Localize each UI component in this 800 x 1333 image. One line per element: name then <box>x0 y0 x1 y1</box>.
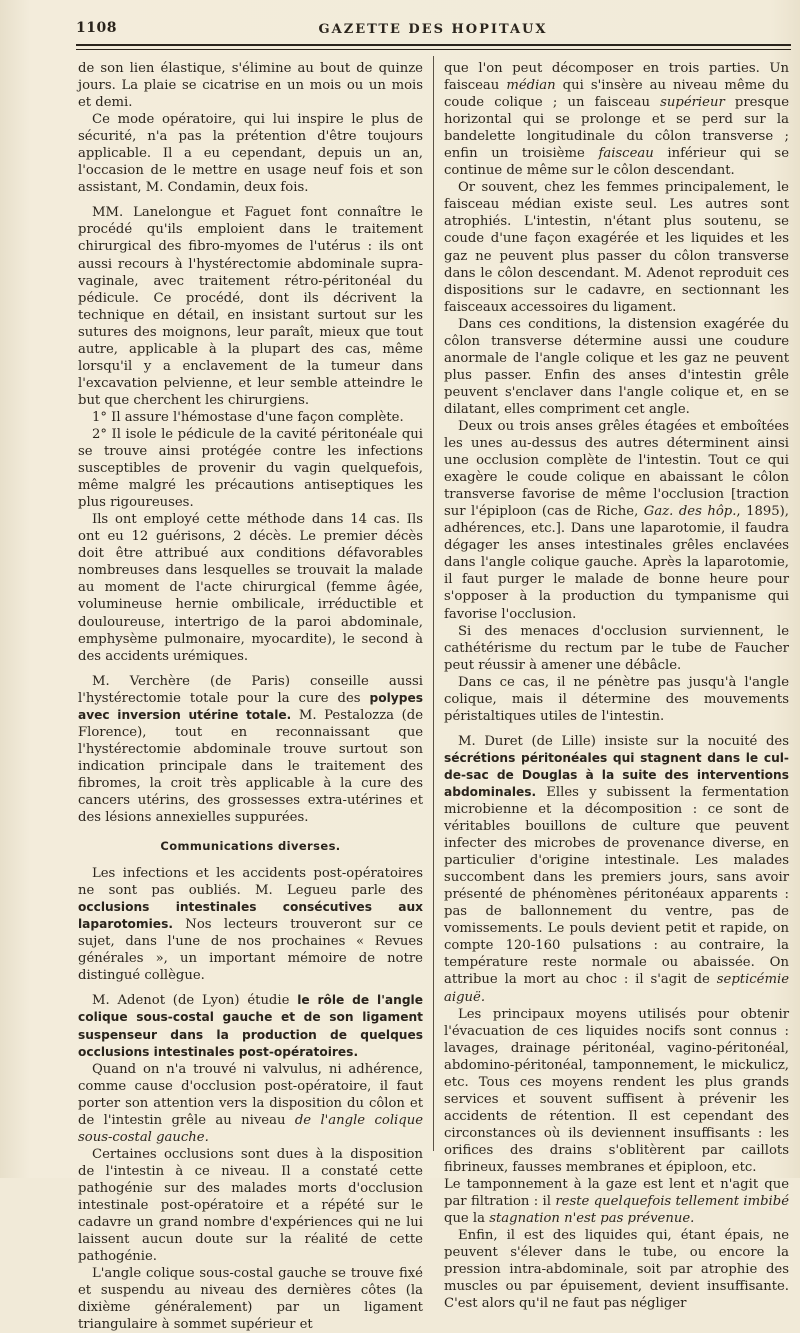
italic-run: stagnation n'est pas prévenue. <box>489 1211 695 1227</box>
paragraph: 1° Il assure l'hémostase d'une façon complète. <box>92 409 404 425</box>
text-run: que l'on peut décomposer en trois parties. Un faisceau <box>444 61 789 94</box>
paragraph <box>444 60 789 179</box>
paragraph: Ce mode opératoire, qui lui inspire le plus de sécurité, n'a pas la prétention d'être toujours applicable. Il a eu cependant, depuis un an, l'occasion de le mettre en usage neuf fois et son assistant, M. Condamin, deux fois. <box>78 112 423 196</box>
text-run: , 1895), adhérences, etc.]. Dans une laparotomie, il faudra dégager les anses intestinales grêles enclavées dans l'angle colique gauche. Après la laparotomie, il faut purger le malade de bonne heure pour s'opposer à la production du tympanisme qui favorise l'occlusion. <box>444 504 789 622</box>
text-run: M. Pestalozza (de Florence), tout en reconnaissant que l'hystérectomie abdominale trouve surtout son indication principale dans le traitement des fibromes, la croit très applicable à la cure des cancers utérins, des grossesses extra-utérines et des lésions annexielles suppurées. <box>78 707 424 826</box>
paragraph: Enfin, il est des liquides qui, étant épais, ne peuvent s'élever dans le tube, ou encore la pression intra-abdominale, soit par atrophie des muscles ou par épuisement, devient insuffisante. C'est alors qu'il ne faut pas négliger <box>444 1228 789 1312</box>
paragraph: MM. Lanelongue et Faguet font connaître le procédé qu'ils emploient dans le traitement chirurgical des fibro-myomes de l'utérus : ils ont aussi recours à l'hystérectomie abdominale supra-vaginale, avec traitement rétro-péritonéal du pédicule. Ce procédé, dont ils décrivent la technique en détail, en insistant surtout sur les sutures des moignons, leur paraît, mieux que tout autre, applicable à la plupart des cas, même lorsqu'il y a enclavement de la tumeur dans l'excavation pelvienne, et leur semble atteindre le but que cherchent les chirurgiens. <box>78 205 423 408</box>
emphasis: sécrétions péritonéales qui stagnent dans le cul-de-sac de Douglas à la suite des interventions abdominales. <box>444 750 789 799</box>
text-run: M. Verchère (de Paris) conseille aussi l'hystérectomie totale pour la cure des <box>78 673 423 706</box>
text-run: Nos lecteurs trouveront sur ce sujet, dans l'une de nos prochaines « Revues générales », un important mémoire de notre distingué collègue. <box>78 917 423 984</box>
paragraph: Dans ces conditions, la distension exagérée du côlon transverse détermine aussi une coudure anormale de l'angle colique et les gaz ne peuvent plus passer. Enfin des anses d'intestin grêle peuvent s'enclaver dans l'angle colique et, en se dilatant, elles compriment cet angle. <box>444 316 789 417</box>
text-run: presque horizontal qui se prolonge et se perd sur la bandelette longitudinale du côlon transverse ; enfin un troisième <box>444 95 789 162</box>
italic-run: supérieur <box>660 95 725 111</box>
paragraph: Si des menaces d'occlusion surviennent, le cathétérisme du rectum par le tube de Faucher peut réussir à amener une débâcle. <box>444 623 789 673</box>
paragraph: de son lien élastique, s'élimine au bout de quinze jours. La plaie se cicatrise en un mois ou un mois et demi. <box>78 61 423 111</box>
paragraph: Or souvent, chez les femmes principalement, le faisceau médian existe seul. Les autres sont atrophiés. L'intestin, n'étant plus soutenu, se coude d'une façon exagérée et les liquides et les gaz ne peuvent plus passer du côlon transverse dans le côlon descendant. M. Adenot reproduit ces dispositions sur le cadavre, en sectionnant les faisceaux accessoires du ligament. <box>444 180 789 315</box>
italic-run: faisceau <box>598 146 654 162</box>
paragraph: Ils ont employé cette méthode dans 14 cas. Ils ont eu 12 guérisons, 2 décès. Le premier décès doit être attribué aux conditions défavorables nombreuses dans lesquelles se trouvait la malade au moment de l'acte chirurgical (femme âgée, volumineuse hernie ombilicale, irréductible et douloureuse, intertrigo de la paroi abdominale, emphysème pulmonaire, myocardite), le second à des accidents urémiques. <box>78 512 423 664</box>
left-column <box>78 60 423 1333</box>
paragraph: 2° Il isole le pédicule de la cavité péritonéale qui se trouve ainsi protégée contre les infections susceptibles de provenir du vagin quelquefois, même malgré les précautions antiseptiques les plus rigoureuses. <box>78 426 423 511</box>
text-run: Les infections et les accidents post-opératoires ne sont pas oubliés. M. Legueu parle des <box>78 866 423 899</box>
paragraph <box>444 1176 789 1227</box>
paragraph <box>78 865 423 984</box>
column-divider <box>433 56 434 1151</box>
emphasis: occlusions intestinales consécutives aux laparotomies. <box>78 900 423 932</box>
paragraph <box>78 992 423 1060</box>
emphasis: polypes avec inversion utérine totale. <box>78 690 423 722</box>
paragraph <box>444 418 789 623</box>
paragraph <box>78 1061 423 1146</box>
paragraph: L'angle colique sous-costal gauche se trouve fixé et suspendu au niveau des dernières côtes (la dixième généralement) par un ligament triangulaire à sommet supérieur et <box>78 1266 423 1333</box>
italic-run: médian <box>506 78 556 94</box>
paragraph: Les principaux moyens utilisés pour obtenir l'évacuation de ces liquides nocifs sont connus : lavages, drainage péritonéal, vagino-péritonéal, abdomino-péritonéal, tamponnement, le mickulicz, etc. Tous ces moyens rendent les plus grands services et souvent suffisent à prévenir les accidents de rétention. Il est cependant des circonstances où ils deviennent insuffisants : les orifices des drains s'oblitèrent par caillots fibrineux, fausses membranes et épiploon, etc. <box>444 1006 789 1175</box>
text-run: Deux ou trois anses grêles étagées et emboîtées les unes au-dessus des autres déterminent ainsi une occlusion complète de l'intestin. Tout ce qui exagère le coude colique en abaissant le côlon transverse favorise de même l'occlusion [traction sur l'épiploon (cas de Riche, <box>444 418 789 520</box>
paragraph: Dans ce cas, il ne pénètre pas jusqu'à l'angle colique, mais il détermine des mouvements péristaltiques utiles de l'intestin. <box>444 674 789 724</box>
text-run: M. Adenot (de Lyon) étudie <box>92 993 298 1009</box>
text-run: M. Duret (de Lille) insiste sur la nocuité des <box>458 733 789 749</box>
header-rule <box>76 44 791 46</box>
journal-title: GAZETTE DES HOPITAUX <box>318 22 548 37</box>
text-run: Le tamponnement à la gaze est lent et n'agit que par filtration : il <box>444 1177 789 1210</box>
text-run: Elles y subissent la fermentation microbienne et la décomposition : ce sont de véritables bouillons de culture que peuvent infecter des microbes de provenance diverse, en particulier d'origine intestinale. Les malades succombent dans les premiers jours, sans avoir présenté de phénomènes péritonéaux apparents : pas de ballonnement du ventre, pas de vomissements. Le pouls devient petit et rapide, on compte 120-160 pulsations : au contraire, la température reste normale ou abaissée. On attribue la mort au choc : il s'agit de <box>444 784 789 988</box>
italic-run: Gaz. des hôp. <box>643 504 737 520</box>
italic-run: septicémie aiguë. <box>444 972 789 1005</box>
page-number: 1108 <box>76 20 117 36</box>
text-run: inférieur qui se continue de même sur le côlon descendant. <box>444 146 789 179</box>
section-heading: Communications diverses. <box>160 839 341 854</box>
right-column <box>444 60 789 1312</box>
paragraph <box>444 733 789 1006</box>
text-run: Quand on n'a trouvé ni valvulus, ni adhérence, comme cause d'occlusion post-opératoire, il faut porter son attention vers la disposition du côlon et de l'intestin grêle au niveau <box>78 1061 423 1128</box>
paragraph <box>78 673 423 826</box>
text-run: qui s'insère au niveau même du coude colique ; un faisceau <box>444 78 789 111</box>
page-header <box>76 18 790 40</box>
italic-run: reste quelquefois tellement imbibé <box>555 1194 789 1210</box>
text-run: que la <box>444 1211 490 1227</box>
paragraph: Certaines occlusions sont dues à la disposition de l'intestin à ce niveau. Il a constaté cette pathogénie sur des malades morts d'occlusion intestinale post-opératoire et a répété sur le cadavre un grand nombre d'expériences qui ne lui laissent aucun doute sur la réalité de cette pathogénie. <box>78 1146 423 1265</box>
italic-run: de l'angle colique sous-costal gauche. <box>78 1112 423 1145</box>
emphasis: le rôle de l'angle colique sous-costal gauche et de son ligament suspenseur dans la production de quelques occlusions intestinales post-opératoires. <box>78 993 423 1059</box>
header-rule-thin <box>76 49 791 50</box>
